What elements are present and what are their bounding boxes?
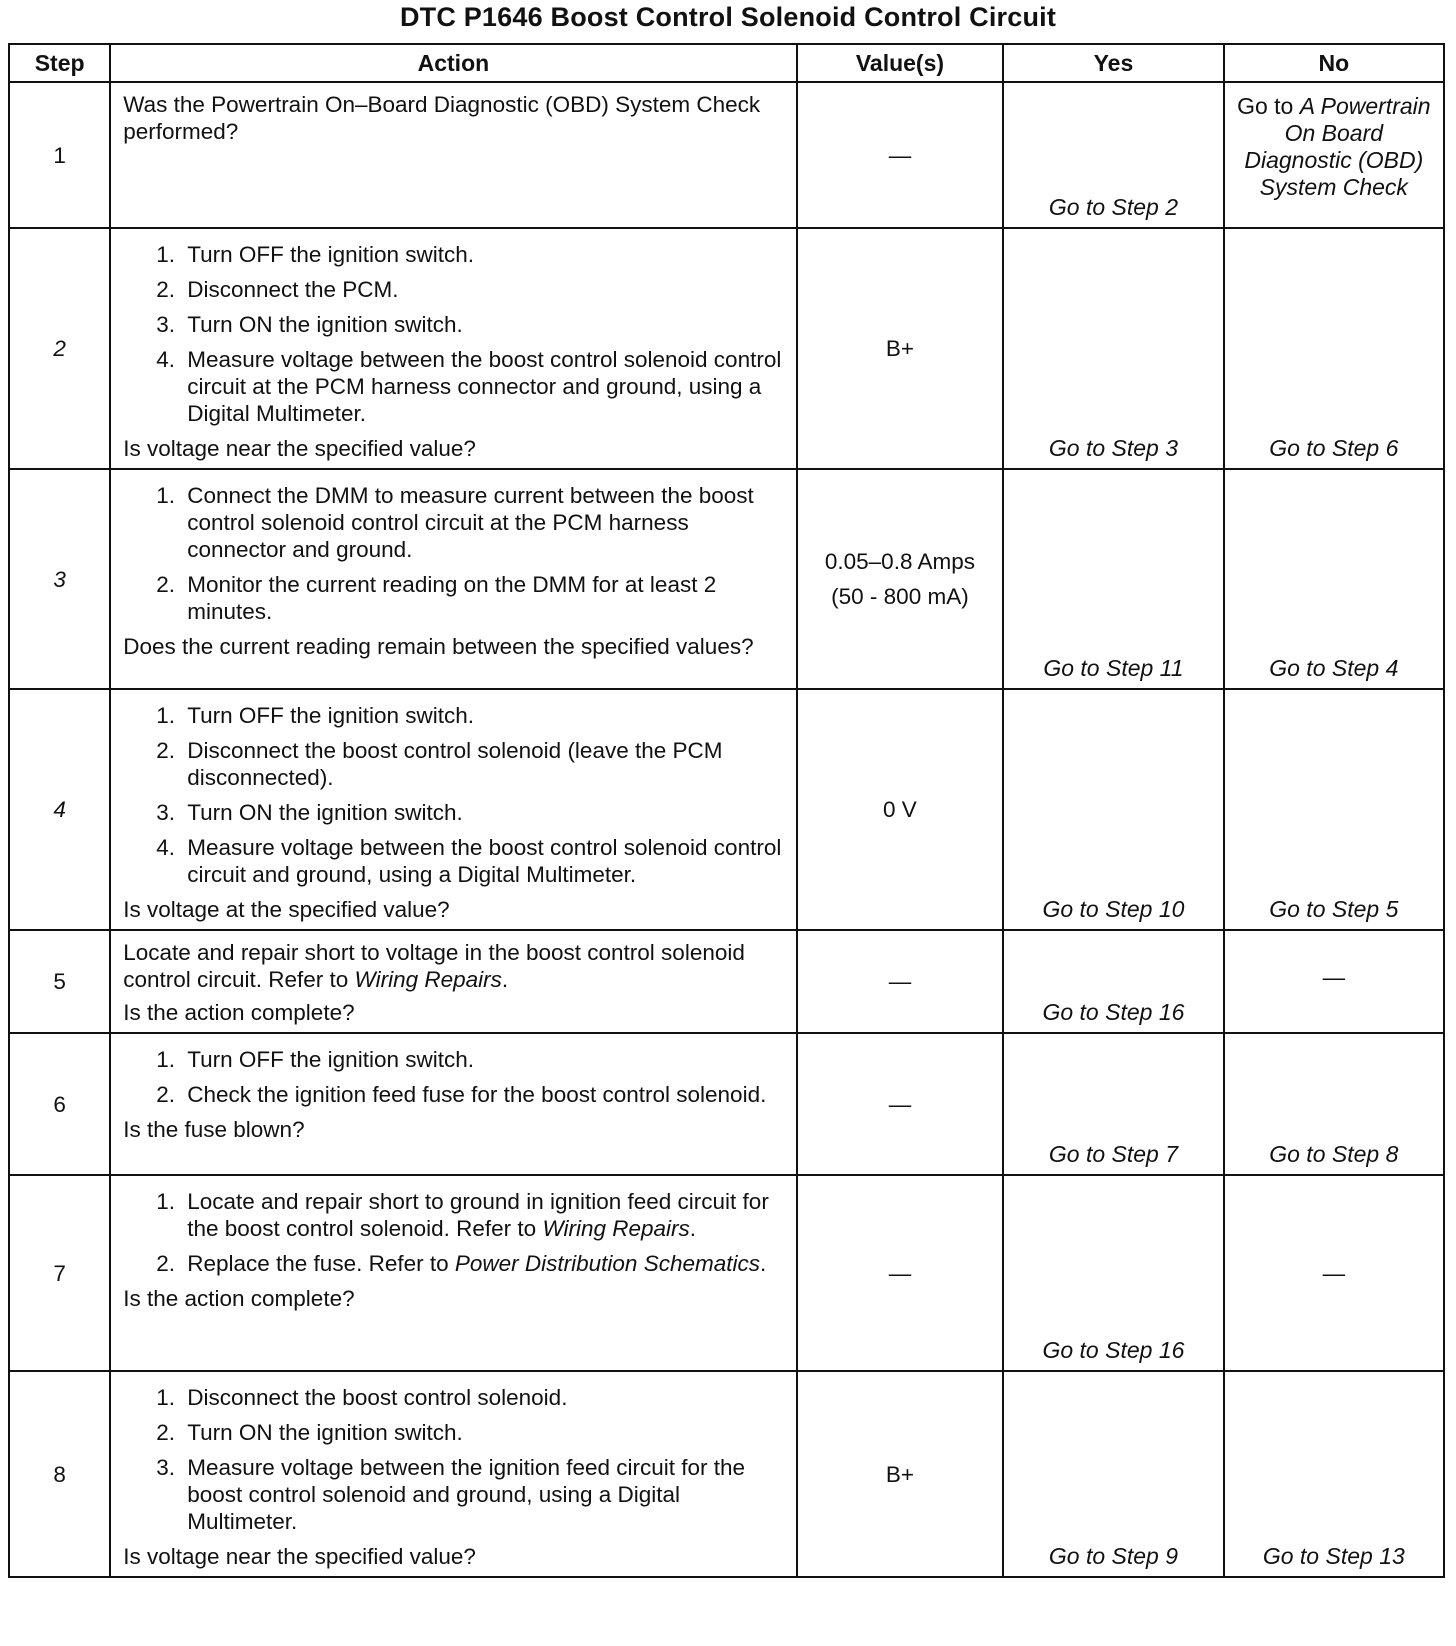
- yes-cell: Go to Step 3: [1003, 228, 1223, 469]
- yes-cell: Go to Step 10: [1003, 689, 1223, 930]
- no-cell: Go to Step 13: [1224, 1371, 1444, 1577]
- action-step: 3. Turn ON the ignition switch.: [181, 311, 785, 338]
- action-text: [123, 939, 785, 993]
- no-cell: Go to Step 5: [1224, 689, 1444, 930]
- reference-wiring-repairs: Wiring Repairs: [354, 967, 502, 992]
- value-cell: 0 V: [797, 689, 1004, 930]
- value-cell: B+: [797, 1371, 1004, 1577]
- no-cell: —: [1224, 1175, 1444, 1371]
- yes-cell: Go to Step 16: [1003, 930, 1223, 1033]
- action-step: [181, 1188, 785, 1242]
- action-cell: [110, 689, 796, 930]
- no-prefix: Go to: [1237, 93, 1300, 119]
- step-number: 7: [9, 1175, 110, 1371]
- action-step: 2. Disconnect the PCM.: [181, 276, 785, 303]
- header-row: [9, 44, 1444, 82]
- action-cell: [110, 930, 796, 1033]
- value-cell: —: [797, 1033, 1004, 1175]
- action-step: 2. Check the ignition feed fuse for the boost control solenoid.: [181, 1081, 785, 1108]
- reference-power-distribution: Power Distribution Schematics: [454, 1251, 760, 1276]
- table-row: [9, 228, 1444, 469]
- action-text-part: .: [689, 1216, 697, 1241]
- table-row: [9, 1175, 1444, 1371]
- action-question: Does the current reading remain between the specified values?: [123, 634, 754, 659]
- action-step: 4. Measure voltage between the boost control solenoid control circuit and ground, using a Digital Multimeter.: [181, 834, 785, 888]
- action-question: Is voltage at the specified value?: [123, 897, 450, 922]
- table-row: [9, 1371, 1444, 1577]
- action-cell: [110, 82, 796, 228]
- action-text-part: Locate and repair short to ground in ignition feed circuit for the boost control solenoid. Refer to: [187, 1189, 769, 1241]
- page-title: DTC P1646 Boost Control Solenoid Control Circuit: [399, 2, 1057, 32]
- action-step: 3. Measure voltage between the ignition feed circuit for the boost control solenoid and ground, using a Digital Multimeter.: [181, 1454, 785, 1535]
- value-line: (50 - 800 mA): [831, 584, 969, 609]
- action-steps: [123, 241, 785, 427]
- value-cell: [797, 469, 1004, 689]
- action-step: 1. Turn OFF the ignition switch.: [181, 702, 785, 729]
- action-text-part: .: [760, 1251, 767, 1276]
- header-yes: Yes: [1003, 44, 1223, 82]
- action-step: 1. Turn OFF the ignition switch.: [181, 241, 785, 268]
- header-step: Step: [9, 44, 110, 82]
- action-step: 2. Monitor the current reading on the DMM for at least 2 minutes.: [181, 571, 785, 625]
- value-cell: —: [797, 82, 1004, 228]
- action-step: [181, 1250, 785, 1277]
- table-row: [9, 1033, 1444, 1175]
- header-no: No: [1224, 44, 1444, 82]
- yes-cell: Go to Step 7: [1003, 1033, 1223, 1175]
- table-row: [9, 930, 1444, 1033]
- action-text-part: .: [501, 967, 509, 992]
- no-cell: Go to Step 6: [1224, 228, 1444, 469]
- action-cell: [110, 1033, 796, 1175]
- yes-cell: Go to Step 2: [1003, 82, 1223, 228]
- yes-cell: Go to Step 9: [1003, 1371, 1223, 1577]
- table-row: [9, 82, 1444, 228]
- action-question: Is voltage near the specified value?: [123, 436, 476, 461]
- action-steps: [123, 1384, 785, 1535]
- step-number: 2: [9, 228, 110, 469]
- action-steps: [123, 1046, 785, 1108]
- header-value: Value(s): [797, 44, 1004, 82]
- action-text: Was the Powertrain On–Board Diagnostic (OBD) System Check performed?: [123, 92, 761, 144]
- action-text-part: Locate and repair short to voltage in the boost control solenoid control circuit. Refer to: [123, 940, 745, 992]
- action-cell: [110, 228, 796, 469]
- yes-cell: Go to Step 11: [1003, 469, 1223, 689]
- no-cell: Go to Step 8: [1224, 1033, 1444, 1175]
- action-steps: [123, 482, 785, 625]
- no-reference: A Powertrain On Board Diagnostic (OBD) System Check: [1244, 93, 1431, 200]
- table-row: [9, 469, 1444, 689]
- action-step: 3. Turn ON the ignition switch.: [181, 799, 785, 826]
- action-question: Is voltage near the specified value?: [123, 1544, 476, 1569]
- action-step: 1. Disconnect the boost control solenoid.: [181, 1384, 785, 1411]
- no-cell: [1224, 82, 1444, 228]
- action-steps: [123, 1188, 785, 1277]
- action-step: 4. Measure voltage between the boost control solenoid control circuit at the PCM harness connector and ground, using a Digital Multimeter.: [181, 346, 785, 427]
- action-step: 1. Connect the DMM to measure current between the boost control solenoid control circuit at the PCM harness connector and ground.: [181, 482, 785, 563]
- action-cell: [110, 1175, 796, 1371]
- value-cell: —: [797, 930, 1004, 1033]
- step-number: 8: [9, 1371, 110, 1577]
- action-question: Is the action complete?: [123, 1000, 355, 1025]
- step-number: 6: [9, 1033, 110, 1175]
- action-question: Is the fuse blown?: [123, 1117, 305, 1142]
- table-row: [9, 689, 1444, 930]
- step-number: 4: [9, 689, 110, 930]
- step-number: 5: [9, 930, 110, 1033]
- action-step: 2. Disconnect the boost control solenoid (leave the PCM disconnected).: [181, 737, 785, 791]
- header-action: Action: [110, 44, 796, 82]
- action-text-part: Replace the fuse. Refer to: [187, 1251, 455, 1276]
- action-step: 1. Turn OFF the ignition switch.: [181, 1046, 785, 1073]
- value-line: 0.05–0.8 Amps: [824, 549, 975, 574]
- step-number: 1: [9, 82, 110, 228]
- value-cell: —: [797, 1175, 1004, 1371]
- action-step: 2. Turn ON the ignition switch.: [181, 1419, 785, 1446]
- action-steps: [123, 702, 785, 888]
- no-cell: Go to Step 4: [1224, 469, 1444, 689]
- yes-cell: Go to Step 16: [1003, 1175, 1223, 1371]
- reference-wiring-repairs: Wiring Repairs: [542, 1216, 690, 1241]
- step-number: 3: [9, 469, 110, 689]
- value-cell: B+: [797, 228, 1004, 469]
- action-cell: [110, 1371, 796, 1577]
- action-question: Is the action complete?: [123, 1286, 355, 1311]
- no-cell: —: [1224, 930, 1444, 1033]
- diagnostic-table: [8, 43, 1445, 1578]
- action-cell: [110, 469, 796, 689]
